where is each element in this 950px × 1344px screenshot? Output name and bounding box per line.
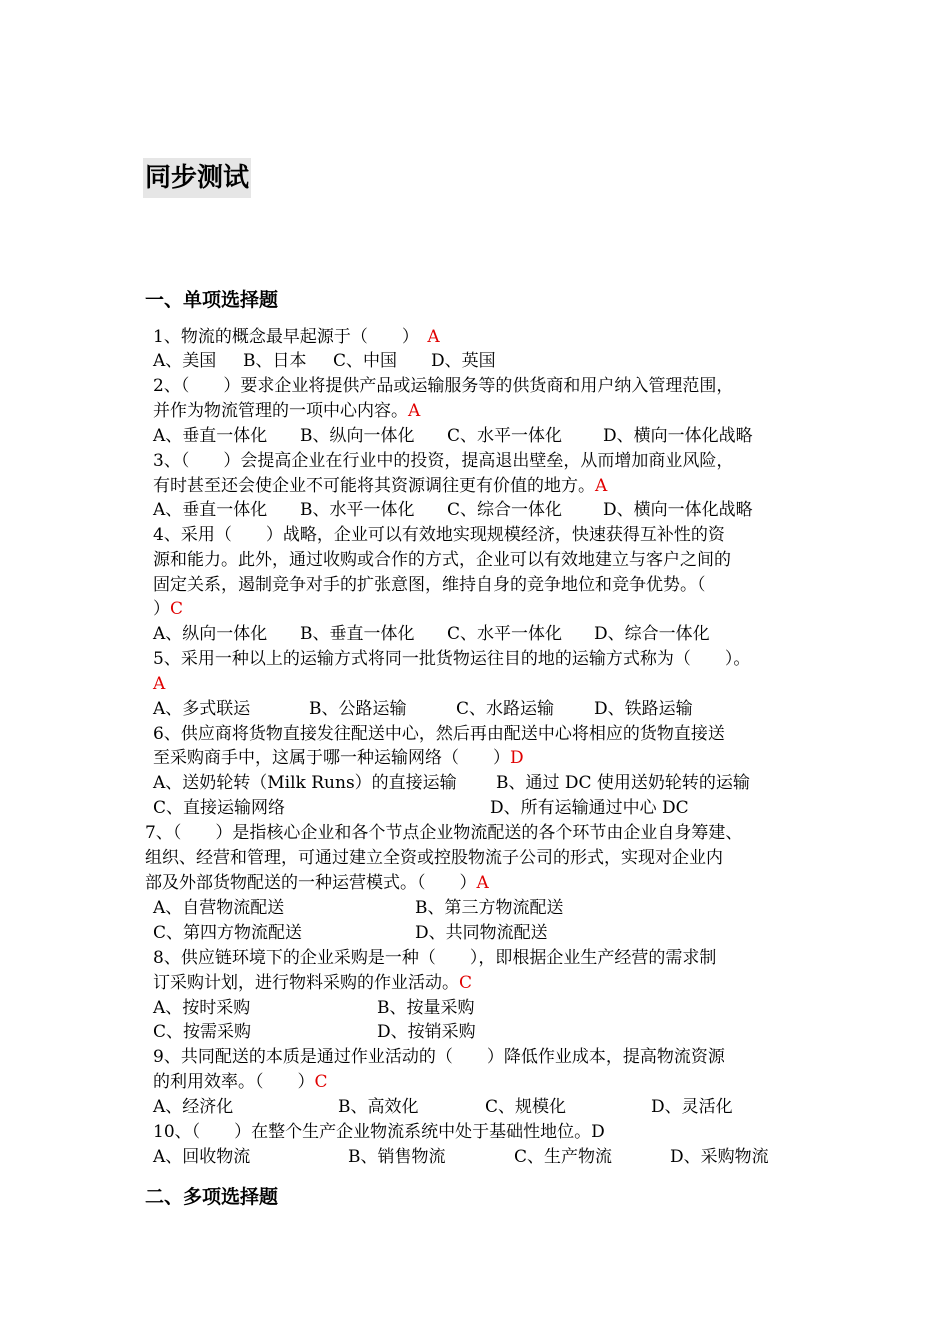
question-3-line-2: 有时甚至还会使企业不可能将其资源调往更有价值的地方。A	[153, 476, 608, 496]
question-9-line-2: 的利用效率。（ ）C	[153, 1072, 328, 1092]
answer-4: C	[170, 599, 184, 619]
options-10: A、回收物流 B、销售物流 C、生产物流 D、采购物流	[153, 1147, 769, 1167]
answer-9: C	[314, 1072, 328, 1092]
answer-3: A	[595, 476, 608, 496]
question-7-line-2: 组织、经营和管理，可通过建立全资或控股物流子公司的形式，实现对企业内	[145, 848, 723, 868]
answer-6: D	[510, 748, 524, 768]
page-title: 同步测试	[143, 158, 251, 198]
question-6-line-2: 至采购商手中，这属于哪一种运输网络（ ）D	[153, 748, 524, 768]
answer-2: A	[408, 401, 421, 421]
question-7-line-3: 部及外部货物配送的一种运营模式。（ ）A	[145, 873, 489, 893]
question-2-line-1: 2、（ ）要求企业将提供产品或运输服务等的供货商和用户纳入管理范围，	[153, 376, 734, 396]
question-6-line-1: 6、供应商将货物直接发往配送中心，然后再由配送中心将相应的货物直接送	[153, 724, 725, 744]
question-5-line-2	[153, 672, 165, 697]
question-5-line-1: 5、采用一种以上的运输方式将同一批货物运往目的地的运输方式称为（ ）。	[153, 649, 751, 669]
section-heading-multiple-choice: 二、多项选择题	[145, 1186, 279, 1208]
answer-7: A	[476, 873, 489, 893]
options-7-row-1: A、自营物流配送 B、第三方物流配送	[153, 898, 564, 918]
question-8-line-2: 订采购计划，进行物料采购的作业活动。C	[153, 973, 473, 993]
question-9-line-1: 9、共同配送的本质是通过作业活动的（ ）降低作业成本，提高物流资源	[153, 1047, 725, 1067]
question-4-line-4: ）C	[153, 599, 184, 619]
question-4-line-2: 源和能力。此外，通过收购或合作的方式，企业可以有效地建立与客户之间的	[153, 550, 731, 570]
question-7-line-1: 7、（ ）是指核心企业和各个节点企业物流配送的各个环节由企业自身筹建、	[145, 823, 743, 843]
question-8-line-1: 8、供应链环境下的企业采购是一种（ ），即根据企业生产经营的需求制	[153, 948, 717, 968]
options-5: A、多式联运 B、公路运输 C、水路运输 D、铁路运输	[153, 699, 693, 719]
options-7-row-2: C、第四方物流配送 D、共同物流配送	[153, 923, 548, 943]
question-10: 10、（ ）在整个生产企业物流系统中处于基础性地位。D	[153, 1122, 605, 1142]
options-1: A、美国 B、日本 C、中国 D、英国	[153, 351, 496, 371]
options-3: A、垂直一体化 B、水平一体化 C、综合一体化 D、横向一体化战略	[153, 500, 753, 520]
question-4-line-3: 固定关系，遏制竞争对手的扩张意图，维持自身的竞争地位和竞争优势。（	[153, 575, 706, 595]
options-8-row-2: C、按需采购 D、按销采购	[153, 1022, 476, 1042]
answer-8: C	[459, 973, 473, 993]
answer-1: A	[427, 327, 440, 347]
options-8-row-1: A、按时采购 B、按量采购	[153, 998, 475, 1018]
question-4-line-1: 4、采用（ ）战略，企业可以有效地实现规模经济，快速获得互补性的资	[153, 525, 725, 545]
options-2: A、垂直一体化 B、纵向一体化 C、水平一体化 D、横向一体化战略	[153, 426, 753, 446]
options-4: A、纵向一体化 B、垂直一体化 C、水平一体化 D、综合一体化	[153, 624, 710, 644]
question-1: 1、物流的概念最早起源于（ ） A	[153, 327, 440, 347]
section-heading-single-choice: 一、单项选择题	[145, 289, 279, 311]
question-2-line-2: 并作为物流管理的一项中心内容。A	[153, 401, 421, 421]
options-9: A、经济化 B、高效化 C、规模化 D、灵活化	[153, 1097, 733, 1117]
options-6-row-1: A、送奶轮转（Milk Runs）的直接运输 B、通过 DC 使用送奶轮转的运输	[153, 773, 750, 793]
answer-5: A	[153, 674, 166, 694]
options-6-row-2: C、直接运输网络 D、所有运输通过中心 DC	[153, 798, 689, 818]
question-3-line-1: 3、（ ）会提高企业在行业中的投资，提高退出壁垒，从而增加商业风险，	[153, 451, 734, 471]
